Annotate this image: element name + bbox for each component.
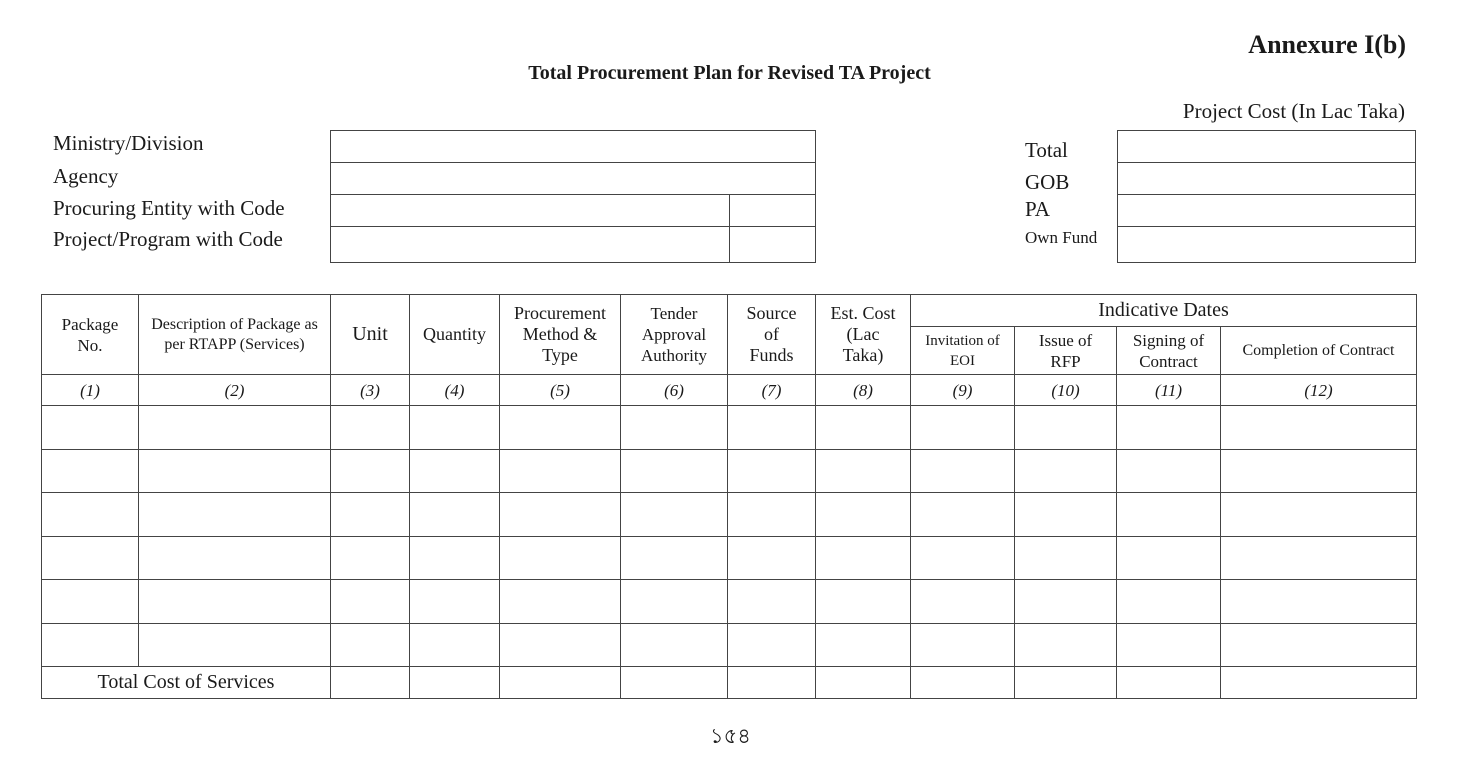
table-cell[interactable]	[1015, 623, 1117, 667]
procurement-plan-table	[41, 294, 1417, 699]
table-cell[interactable]	[816, 667, 911, 699]
table-cell[interactable]	[728, 667, 816, 699]
page-number: ১৫৪	[710, 724, 751, 748]
table-cell[interactable]	[816, 623, 911, 667]
table-cell[interactable]	[331, 493, 410, 537]
header-indicative-dates: Indicative Dates	[911, 295, 1417, 327]
column-number: (3)	[331, 375, 410, 406]
table-cell[interactable]	[1117, 580, 1221, 624]
table-cell[interactable]	[911, 406, 1015, 450]
agency-field[interactable]	[331, 163, 816, 195]
table-cell[interactable]	[410, 623, 500, 667]
total-fund-label: Total	[1025, 138, 1068, 162]
table-cell[interactable]	[621, 406, 728, 450]
table-cell[interactable]	[728, 449, 816, 493]
table-row	[42, 406, 1417, 450]
table-cell[interactable]	[1117, 536, 1221, 580]
table-row	[42, 580, 1417, 624]
header-source-funds: Source of Funds	[728, 295, 816, 375]
table-cell[interactable]	[139, 623, 331, 667]
table-row	[42, 493, 1417, 537]
table-cell[interactable]	[911, 623, 1015, 667]
annexure-label: Annexure I(b)	[1248, 30, 1406, 59]
header-tender-authority: Tender Approval Authority	[621, 295, 728, 375]
project-program-label: Project/Program with Code	[53, 227, 283, 251]
header-completion-contract: Completion of Contract	[1221, 327, 1417, 375]
column-number-row	[42, 375, 1417, 406]
table-cell[interactable]	[1221, 667, 1417, 699]
column-number: (9)	[911, 375, 1015, 406]
table-cell[interactable]	[911, 667, 1015, 699]
table-cell[interactable]	[728, 536, 816, 580]
table-cell[interactable]	[911, 580, 1015, 624]
table-cell[interactable]	[621, 580, 728, 624]
column-number: (10)	[1015, 375, 1117, 406]
procuring-entity-label: Procuring Entity with Code	[53, 196, 285, 220]
table-cell[interactable]	[816, 493, 911, 537]
column-number: (8)	[816, 375, 911, 406]
table-cell[interactable]	[500, 449, 621, 493]
table-cell[interactable]	[42, 536, 139, 580]
table-cell[interactable]	[331, 449, 410, 493]
table-cell[interactable]	[1221, 493, 1417, 537]
table-cell[interactable]	[1015, 580, 1117, 624]
column-number: (11)	[1117, 375, 1221, 406]
table-cell[interactable]	[331, 536, 410, 580]
table-cell[interactable]	[42, 493, 139, 537]
column-number: (6)	[621, 375, 728, 406]
gob-fund-label: GOB	[1025, 170, 1070, 194]
table-cell[interactable]	[139, 449, 331, 493]
table-cell[interactable]	[410, 449, 500, 493]
document-title: Total Procurement Plan for Revised TA Project	[528, 62, 931, 84]
table-cell[interactable]	[410, 580, 500, 624]
table-cell[interactable]	[500, 406, 621, 450]
project-program-code-field[interactable]	[730, 227, 816, 263]
column-number: (5)	[500, 375, 621, 406]
table-cell[interactable]	[410, 667, 500, 699]
table-cell[interactable]	[500, 580, 621, 624]
table-cell[interactable]	[1015, 406, 1117, 450]
column-number: (1)	[42, 375, 139, 406]
column-number: (4)	[410, 375, 500, 406]
table-cell[interactable]	[42, 449, 139, 493]
column-number: (12)	[1221, 375, 1417, 406]
table-cell[interactable]	[816, 449, 911, 493]
procuring-entity-code-field[interactable]	[730, 195, 816, 227]
table-cell[interactable]	[500, 667, 621, 699]
table-cell[interactable]	[816, 536, 911, 580]
procuring-entity-field[interactable]	[331, 195, 730, 227]
project-cost-caption: Project Cost (In Lac Taka)	[1182, 99, 1405, 123]
table-cell[interactable]	[1015, 449, 1117, 493]
table-cell[interactable]	[1221, 536, 1417, 580]
table-cell[interactable]	[331, 667, 410, 699]
table-cell[interactable]	[728, 406, 816, 450]
table-cell[interactable]	[621, 667, 728, 699]
table-cell[interactable]	[42, 580, 139, 624]
table-cell[interactable]	[728, 493, 816, 537]
table-row	[42, 623, 1417, 667]
table-cell[interactable]	[911, 493, 1015, 537]
table-cell[interactable]	[1117, 623, 1221, 667]
table-cell[interactable]	[42, 623, 139, 667]
table-cell[interactable]	[621, 493, 728, 537]
table-cell[interactable]	[1117, 493, 1221, 537]
table-cell[interactable]	[728, 623, 816, 667]
table-cell[interactable]	[621, 449, 728, 493]
column-number: (2)	[139, 375, 331, 406]
header-package-no: Package No.	[42, 295, 139, 375]
table-cell[interactable]	[139, 493, 331, 537]
ministry-division-label: Ministry/Division	[53, 131, 204, 155]
own-fund-cost-field[interactable]	[1118, 227, 1416, 263]
header-description: Description of Package as per RTAPP (Services)	[139, 295, 331, 375]
table-cell[interactable]	[500, 623, 621, 667]
table-cell[interactable]	[621, 623, 728, 667]
header-quantity: Quantity	[410, 295, 500, 375]
own-fund-label: Own Fund	[1025, 228, 1098, 247]
table-cell[interactable]	[1015, 536, 1117, 580]
header-est-cost: Est. Cost (Lac Taka)	[816, 295, 911, 375]
pa-fund-label: PA	[1025, 197, 1050, 221]
table-cell[interactable]	[911, 536, 1015, 580]
header-unit: Unit	[331, 295, 410, 375]
table-cell[interactable]	[500, 536, 621, 580]
table-cell[interactable]	[816, 580, 911, 624]
table-cell[interactable]	[331, 580, 410, 624]
table-cell[interactable]	[331, 406, 410, 450]
pa-cost-field[interactable]	[1118, 195, 1416, 227]
table-cell[interactable]	[1015, 667, 1117, 699]
table-cell[interactable]	[1117, 449, 1221, 493]
info-entry-table	[330, 130, 816, 263]
table-cell[interactable]	[1221, 580, 1417, 624]
header-invitation-eoi: Invitation of EOI	[911, 327, 1015, 375]
table-cell[interactable]	[410, 536, 500, 580]
table-cell[interactable]	[139, 580, 331, 624]
table-cell[interactable]	[42, 406, 139, 450]
header-issue-rfp: Issue of RFP	[1015, 327, 1117, 375]
header-signing-contract: Signing of Contract	[1117, 327, 1221, 375]
table-cell[interactable]	[911, 449, 1015, 493]
table-cell[interactable]	[816, 406, 911, 450]
header-procurement-method: Procurement Method & Type	[500, 295, 621, 375]
table-cell[interactable]	[139, 536, 331, 580]
agency-label: Agency	[53, 164, 119, 188]
column-number: (7)	[728, 375, 816, 406]
table-cell[interactable]	[1117, 406, 1221, 450]
table-row	[42, 449, 1417, 493]
project-cost-table	[1117, 130, 1416, 263]
total-cost-label: Total Cost of Services	[42, 667, 331, 699]
table-cell[interactable]	[728, 580, 816, 624]
table-cell[interactable]	[331, 623, 410, 667]
table-cell[interactable]	[621, 536, 728, 580]
table-cell[interactable]	[500, 493, 621, 537]
ministry-division-field[interactable]	[331, 131, 816, 163]
table-cell[interactable]	[1117, 667, 1221, 699]
total-row	[42, 667, 1417, 699]
table-row	[42, 536, 1417, 580]
total-cost-field[interactable]	[1118, 131, 1416, 163]
table-cell[interactable]	[1221, 623, 1417, 667]
table-cell[interactable]	[410, 493, 500, 537]
table-body	[42, 406, 1417, 667]
table-cell[interactable]	[139, 406, 331, 450]
table-cell[interactable]	[1015, 493, 1117, 537]
gob-cost-field[interactable]	[1118, 163, 1416, 195]
project-program-field[interactable]	[331, 227, 730, 263]
table-cell[interactable]	[410, 406, 500, 450]
table-cell[interactable]	[1221, 406, 1417, 450]
table-cell[interactable]	[1221, 449, 1417, 493]
